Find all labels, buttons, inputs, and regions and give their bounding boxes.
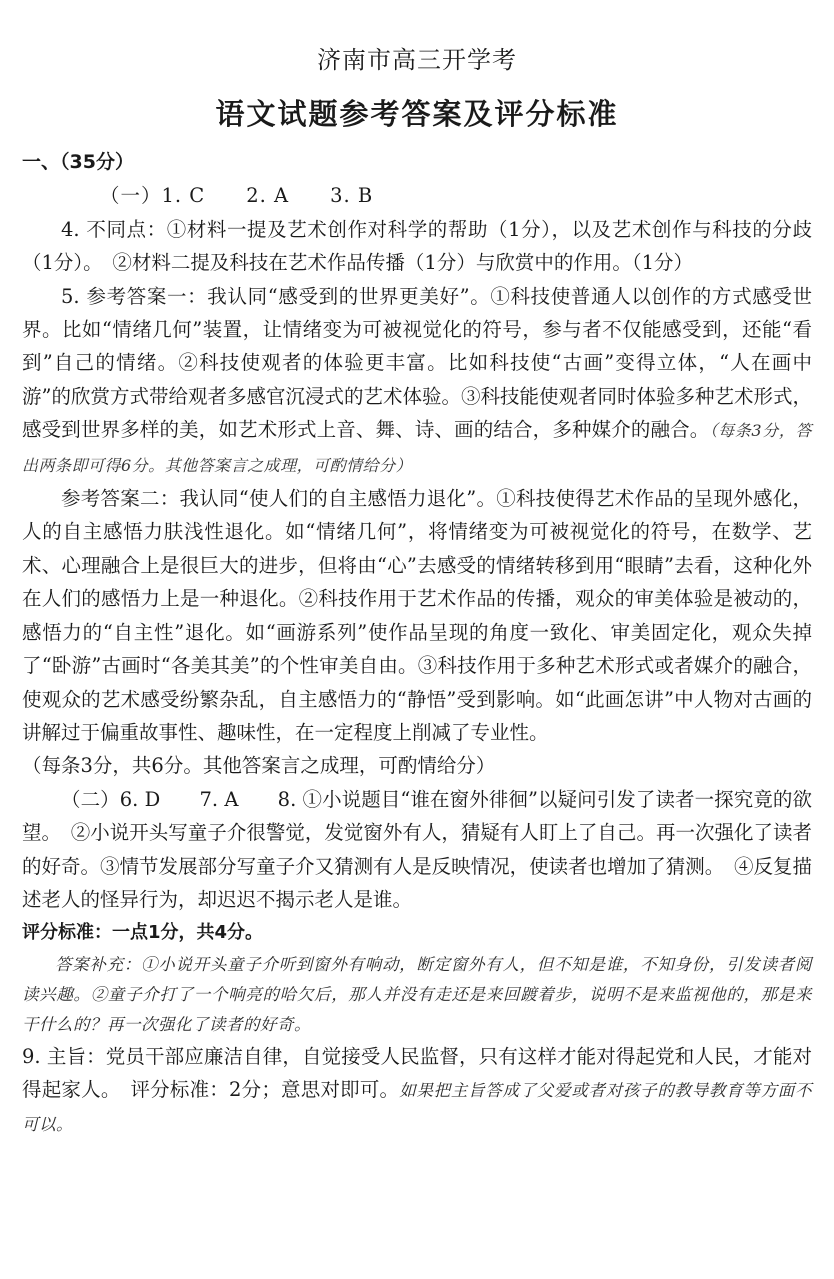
question-5-answer-two-note: （每条3分，共6分。其他答案言之成理，可酌情给分）: [22, 754, 496, 778]
question-9-note: 如果把主旨答成了父爱或者对孩子的教导教育等方面不可以。: [22, 1081, 812, 1134]
section-heading: 一、（35分）: [22, 151, 134, 173]
question-8-scoring: 评分标准：一点1分，共4分。: [22, 922, 264, 944]
question-9-answer-text: 9. 主旨：党员干部应廉洁自律，自觉接受人民监督，只有这样才能对得起党和人民，才能对得起家人。 评分标准：2分；意思对即可。: [22, 1044, 812, 1102]
question-5-answer-one: [22, 280, 812, 482]
answer-body: [22, 146, 812, 1140]
question-5-answer-two: 参考答案二：我认同“使人们的自主感悟力退化”。①科技使得艺术作品的呈现外感化，人的自主感悟力肤浅性退化。如“情绪几何”，将情绪变为可被视觉化的符号，在数学、艺术、心理融合上是很巨大的进步，但将由“心”去感受的情绪转移到用“眼睛”去看，这种化外在人们的感悟力上是一种退化。②科技作用于艺术作品的传播，观众的审美体验是被动的，感悟力的“自主性”退化。如“画游系列”使作品呈现的角度一致化、审美固定化，观众失掉了“卧游”古画时“各美其美”的个性审美自由。③科技作用于多种艺术形式或者媒介的融合，使观众的艺术感受纷繁杂乱，自主感悟力的“静悟”受到影响。如“此画怎讲”中人物对古画的讲解过于偏重故事性、趣味性，在一定程度上削减了专业性。: [22, 487, 812, 744]
page-title: 语文试题参考答案及评分标准: [215, 97, 619, 131]
answers-1-3: （一）1. C 2. A 3. B: [100, 184, 374, 208]
question-4-answer: 4. 不同点：①材料一提及艺术创作对科学的帮助（1分），以及艺术创作与科技的分歧（1分）。 ②材料二提及科技在艺术作品传播（1分）与欣赏中的作用。（1分）: [22, 217, 812, 275]
exam-subtitle: 济南市高三开学考: [317, 46, 517, 74]
question-9-answer: [22, 1040, 812, 1140]
question-8-supplement: 答案补充：①小说开头童子介听到窗外有响动，断定窗外有人，但不知是谁，不知身份，引发读者阅读兴趣。②童子介打了一个响亮的哈欠后，那人并没有走还是来回踱着步，说明不是来监视他的，那是来干什么的？再一次强化了读者的好奇。: [22, 954, 812, 1034]
question-5-answer-one-text: 5. 参考答案一：我认同“感受到的世界更美好”。①科技使普通人以创作的方式感受世界。比如“情绪几何”装置，让情绪变为可被视觉化的符号，参与者不仅能感受到，还能“看到”自己的情绪。②科技使观者的体验更丰富。比如科技使“古画”变得立体，“人在画中游”的欣赏方式带给观者多感官沉浸式的艺术体验。③科技能使观者同时体验多种艺术形式，感受到世界多样的美，如艺术形式上音、舞、诗、画的结合，多种媒介的融合。: [22, 284, 812, 442]
questions-6-8-answer: （二）6. D 7. A 8. ①小说题目“谁在窗外徘徊”以疑问引发了读者一探究竟的欲望。 ②小说开头写童子介很警觉，发觉窗外有人，猜疑有人盯上了自己。再一次强化了读者的好奇。③情节发展部分写童子介又猜测有人是反映情况，使读者也增加了猜测。 ④反复描述老人的怪异行为，却迟迟不揭示老人是谁。: [22, 787, 812, 911]
question-5-answer-one-note: （每条3分，答出两条即可得6分。其他答案言之成理，可酌情给分）: [22, 421, 812, 475]
